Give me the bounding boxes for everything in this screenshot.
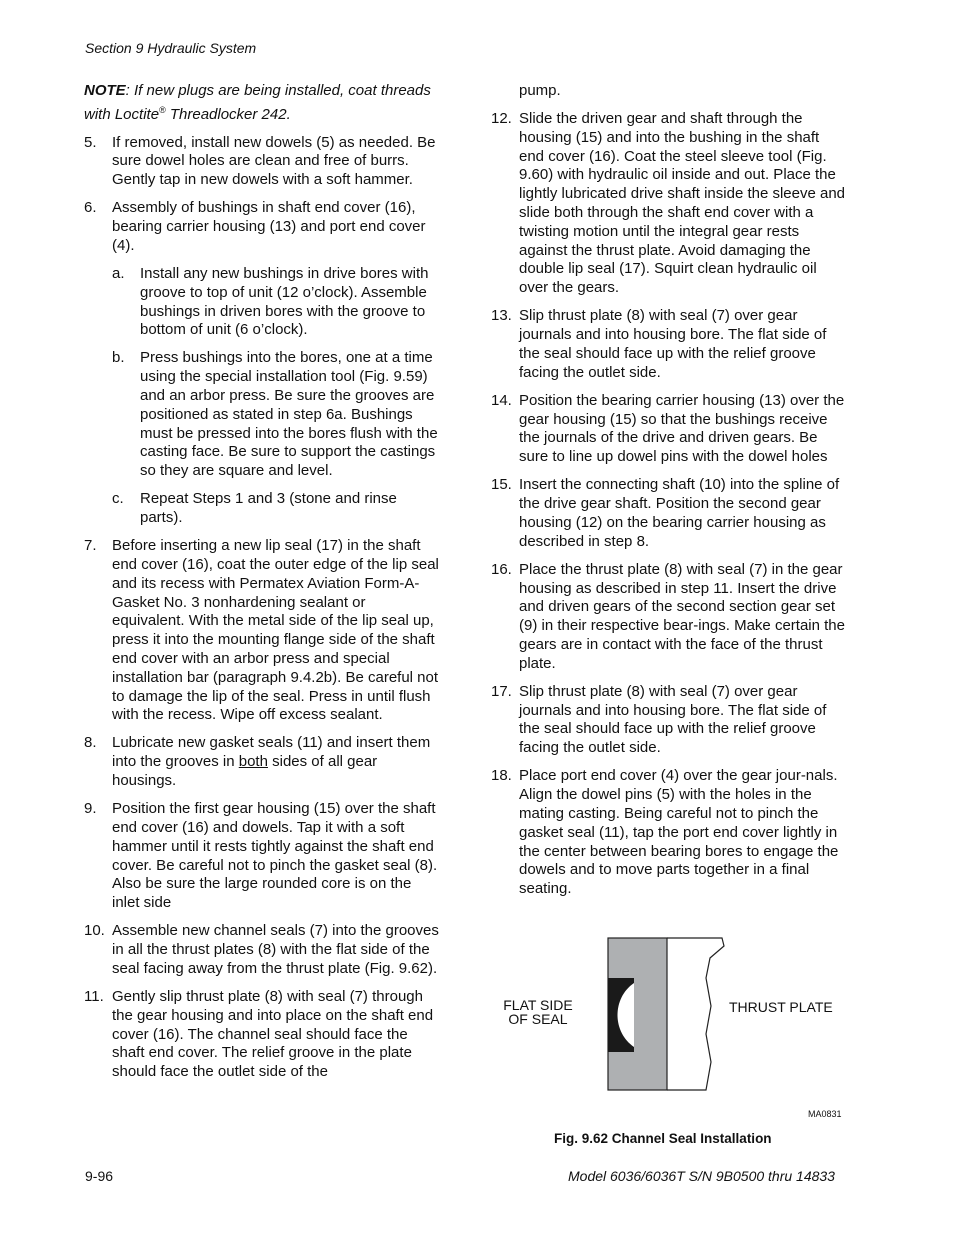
step-9 (84, 800, 440, 913)
channel-seal-figure (500, 936, 850, 1126)
step-number: 18. (491, 767, 512, 785)
substep-letter: c. (112, 490, 124, 508)
step-text: Slide the driven gear and shaft through the housing (15) and into the bushing in the shaft end cover (16). Coat the steel sleeve tool (Fig. 9.60) with hydraulic oil inside and out. Place the lightly lubricated drive shaft inside the sleeve and slide both through the shaft end cover with a twisting motion until the integral gear rests against the thrust plate. Avoid damaging the double lip seal (17). Squirt clean hydraulic oil over the gears. (519, 110, 846, 297)
step-7 (84, 537, 440, 725)
step-text: Gently slip thrust plate (8) with seal (7) through the gear housing and into place on the shaft end cover (16). The channel seal should face the shaft end cover. The relief groove in the plate should face the outlet side of the (112, 987, 434, 1081)
substep-text: Press bushings into the bores, one at a time using the special installation tool (Fig. 9.59) and an arbor press. Be sure the grooves are positioned as stated in step 6a. Bushings must be pressed into the bores flush with the casting face. Be sure to support the castings so they are square and level. (140, 349, 438, 480)
step-16 (491, 561, 847, 674)
step-text: Assemble new channel seals (7) into the grooves in all the thrust plates (8) with the flat side of the seal facing away from the thrust plate (Fig. 9.62). (112, 922, 439, 977)
note (84, 82, 440, 125)
step-6a (84, 265, 440, 340)
step-number: 12. (491, 110, 512, 128)
step-8 (84, 734, 440, 790)
step-number: 10. (84, 922, 105, 940)
step-6c (84, 490, 440, 528)
step-6b (84, 349, 440, 481)
left-column (84, 82, 440, 1091)
figure-caption: Fig. 9.62 Channel Seal Installation (554, 1131, 772, 1146)
note-text-a: : If new plugs are being installed, coat threads with Loctite (84, 82, 431, 123)
flat-side-label-line2: OF SEAL (508, 1011, 568, 1027)
step-6 (84, 199, 440, 255)
mating-part-outline (667, 938, 724, 1090)
channel-seal-drawing (500, 936, 850, 1126)
step-text: If removed, install new dowels (5) as needed. Be sure dowel holes are clean and free of burrs. Gently tap in new dowels with a soft hammer. (112, 133, 436, 189)
figure-code: MA0831 (808, 1109, 842, 1119)
step-17 (491, 683, 847, 758)
substep-letter: a. (112, 264, 125, 282)
step-text: Place port end cover (4) over the gear jour-nals. Align the dowel pins (5) with the holes in the mating casting. Being careful not to pinch the gasket seal (11), tap the port end cover lightly in the center between bearing bores to engage the dowels and to move parts together in a final seating. (519, 767, 839, 898)
step-text: Slip thrust plate (8) with seal (7) over gear journals and into housing bore. The flat side of the seal should face up with the relief groove facing the outlet side. (519, 682, 827, 757)
flat-side-label-line1: FLAT SIDE (503, 997, 573, 1013)
step-number: 5. (84, 133, 97, 151)
model-footer: Model 6036/6036T S/N 9B0500 thru 14833 (568, 1168, 835, 1184)
step-number: 16. (491, 560, 512, 578)
step-text: Position the first gear housing (15) over the shaft end cover (16) and dowels. Tap it with a soft hammer until it rests tightly against the shaft end cover. Be careful not to pinch the gasket seal (8). Also be sure the large rounded core is on the inlet side (112, 800, 438, 912)
step-text-b: sides of all gear housings. (112, 753, 378, 790)
note-text-b: Threadlocker 242. (165, 105, 291, 123)
step-13 (491, 307, 847, 382)
page-number: 9-96 (85, 1168, 114, 1184)
step-text-a: Lubricate new gasket seals (11) and insert them into the grooves in (112, 734, 431, 771)
step-number: 9. (84, 800, 97, 818)
right-column (491, 82, 847, 908)
step-5 (84, 134, 440, 190)
substep-letter: b. (112, 349, 125, 367)
step-15 (491, 476, 847, 551)
step-number: 6. (84, 199, 97, 217)
step-text: Place the thrust plate (8) with seal (7) in the gear housing as described in step 11. Insert the drive and driven gears of the second section gear set (9) in their respective bear-ings. Make certain the gears are in contact with the face of the thrust plate. (519, 560, 845, 672)
step-12 (491, 110, 847, 298)
step-number: 7. (84, 537, 97, 555)
step-number: 17. (491, 682, 512, 700)
step-11 (84, 988, 440, 1082)
step-18 (491, 767, 847, 899)
flat-side-label (500, 998, 576, 1026)
substep-text: Repeat Steps 1 and 3 (stone and rinse parts). (140, 490, 397, 527)
step-text: Insert the connecting shaft (10) into the spline of the drive gear shaft. Position the second gear housing (12) on the bearing carrier housing as described in step 8. (519, 476, 840, 550)
thrust-plate-label: THRUST PLATE (729, 999, 833, 1015)
step-number: 13. (491, 307, 512, 325)
step-text: Slip thrust plate (8) with seal (7) over gear journals and into housing bore. The flat side of the seal should face up with the relief groove facing the outlet side. (519, 307, 827, 381)
step-number: 11. (84, 987, 104, 1005)
running-header: Section 9 Hydraulic System (85, 40, 257, 56)
underlined-word: both (238, 753, 268, 771)
step-number: 14. (491, 391, 512, 409)
step-number: 8. (84, 734, 97, 752)
step-text: Before inserting a new lip seal (17) in the shaft end cover (16), coat the outer edge of the lip seal and its recess with Permatex Aviation Form-A-Gasket No. 3 nonhardening sealant or equivalent. With the metal side of the lip seal up, press it into the mounting flange side of the shaft end cover with an arbor press and special installation bar (paragraph 9.4.2b). Be careful not to damage the lip of the seal. Press in until flush with the recess. Wipe off excess sealant. (112, 537, 439, 724)
step-14 (491, 392, 847, 467)
step-number: 15. (491, 476, 512, 494)
step-11-continued: pump. (519, 82, 561, 99)
step-10 (84, 922, 440, 978)
substep-text: Install any new bushings in drive bores with groove to top of unit (12 o’clock). Assemble bushings in driven bores with the groove to bottom of unit (6 o’clock). (140, 264, 429, 339)
step-text: Position the bearing carrier housing (13) over the gear housing (15) so that the bushings receive the journals of the drive and driven gears. Be sure to line up dowel pins with the dowel holes (519, 391, 845, 466)
note-label: NOTE (84, 82, 126, 99)
registered-mark: ® (159, 104, 166, 115)
step-text: Assembly of bushings in shaft end cover (16), bearing carrier housing (13) and port end cover (4). (112, 199, 426, 254)
